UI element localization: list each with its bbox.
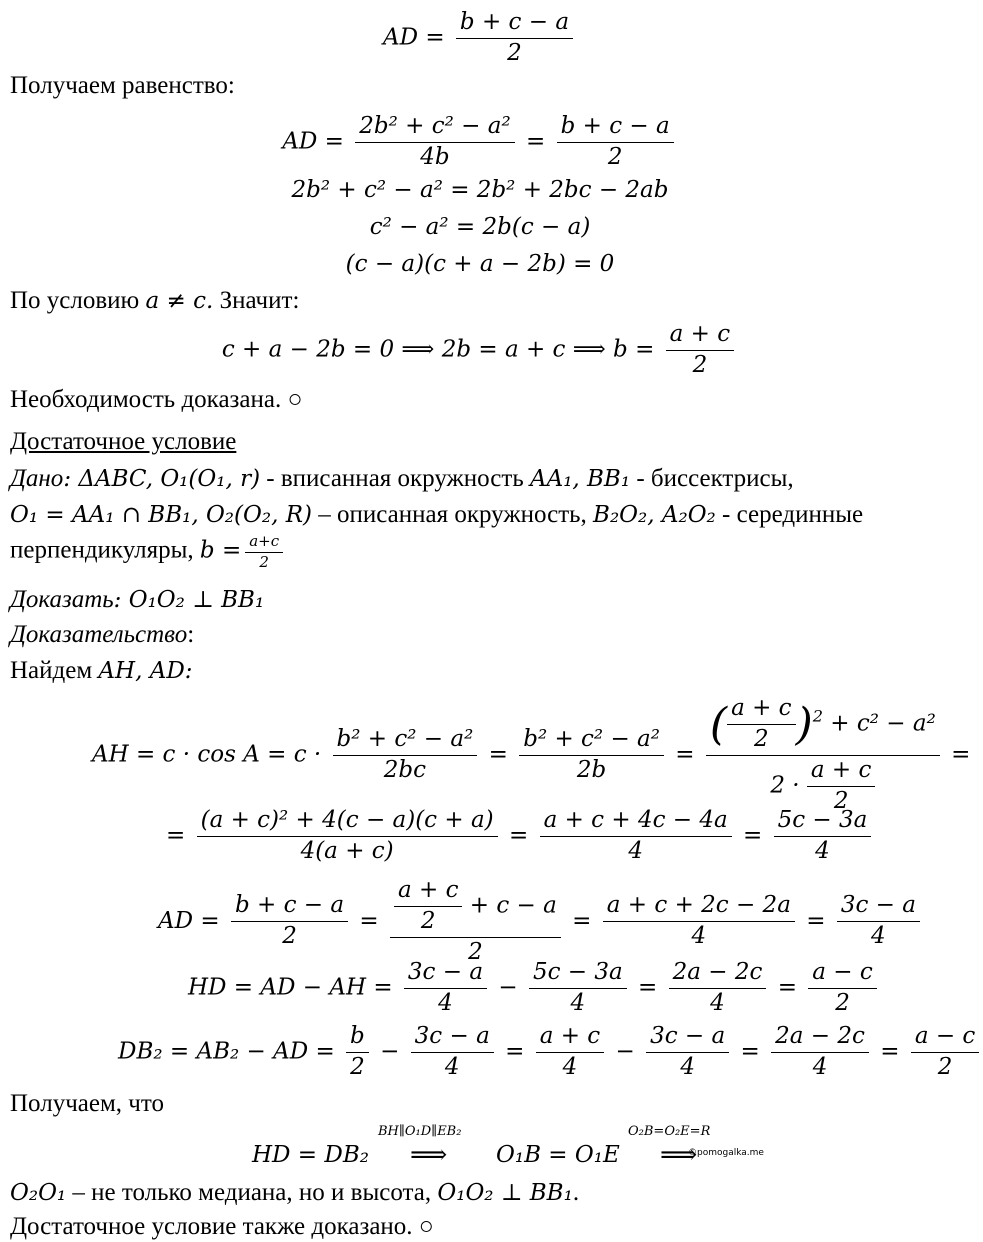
equation-ah-line-1: AH = c · cos A = c · $\frac{\text{b² + c² − a²}}{2bc}$ = $\frac{\text{b² + c² − a²}}{2b}$ = ( $\frac{a + c}{2}$ )$^2$ + c² − a² 2 · $\frac{a + c}{2}$ =: [92, 694, 970, 817]
fraction: $\frac{3c - a}{4}$: [646, 1022, 729, 1083]
fraction: $\frac{b + c - a}{2}$: [456, 8, 573, 69]
fraction: $\frac{3c - a}{4}$: [404, 958, 487, 1019]
equation-line-2: 2b² + c² − a² = 2b² + 2bc − 2ab: [291, 177, 669, 203]
fraction: $\frac{a + c + 2c - 2a}{4}$: [603, 891, 795, 952]
fraction: $\frac{b + c - a}{2}$: [231, 891, 348, 952]
paragraph-neobhodimost: Необходимость доказана. ○: [10, 386, 303, 413]
fraction: $\frac{3c - a}{4}$: [411, 1022, 494, 1083]
equation-ah-line-2: = $\frac{\text{(a + c)² + 4(c − a)(c + a)}}{4(a + c)}$ = $\frac{a + c + 4c - 4a}{4}$ = $\frac{5c - 3a}{4}$: [166, 806, 875, 867]
fraction: $\frac{b + c - a}{2}$: [557, 112, 674, 173]
fraction: $\frac{\text{b² + c² − a²}}{2bc}$: [333, 725, 478, 786]
implies-arrow-1: ⟹: [410, 1140, 448, 1170]
equation-final-part2: O₁B = O₁E: [496, 1142, 620, 1168]
equation-db2: DB₂ = AB₂ − AD = $\frac{b}{2}$ − $\frac{3c - a}{4}$ = $\frac{a + c}{4}$ − $\frac{3c - a}{4}$ = $\frac{2a - 2c}{4}$ = $\frac{a - c}{2}$: [118, 1022, 983, 1083]
equation-ad-fraction: AD = $\frac{\text{2b² + c² − a²}}{4b}$ = $\frac{b + c - a}{2}$: [0, 112, 960, 173]
fraction: $\frac{a + c}{4}$: [536, 1022, 605, 1083]
equation-ad: AD = $\frac{b + c - a}{2}$ = $\frac{a + c}{2}$ + c − a 2 = $\frac{a + c + 2c - 2a}{4}$ = $\frac{3c - a}{4}$: [158, 876, 924, 968]
equation-hd: HD = AD − AH = $\frac{3c - a}{4}$ − $\frac{5c - 3a}{4}$ = $\frac{2a - 2c}{4}$ = $\frac{a - c}{2}$: [188, 958, 881, 1019]
fraction: $\frac{2a - 2c}{4}$: [771, 1022, 869, 1083]
watermark: ©pomogalka.me: [688, 1148, 764, 1158]
paragraph-conclusion: O₂O₁ – не только медиана, но и высота, O₁O₂ ⊥ BB₁.: [10, 1179, 580, 1206]
fraction: $\frac{a - c}{2}$: [911, 1022, 980, 1083]
paragraph-dano-2: O₁ = AA₁ ∩ BB₁, O₂(O₂, R) – описанная окружность, B₂O₂, A₂O₂ - серединные: [10, 501, 864, 528]
eq-lhs: AD =: [382, 24, 445, 51]
arrow-label-2: O₂B=O₂E=R: [628, 1124, 711, 1139]
fraction: $\frac{b}{2}$: [346, 1022, 369, 1083]
fraction: $\frac{a - c}{2}$: [808, 958, 877, 1019]
fraction: $\frac{a + c}{2}$: [666, 320, 735, 381]
fraction: $\frac{a + c + 4c - 4a}{4}$: [540, 806, 732, 867]
equation-final-part1: HD = DB₂: [252, 1142, 369, 1168]
paragraph-dano-1: Дано: ΔABC, O₁(O₁, r) - вписанная окружность AA₁, BB₁ - биссектрисы,: [10, 465, 794, 492]
implies-arrow-2: ⟹: [660, 1140, 698, 1170]
fraction: $\frac{5c - 3a}{4}$: [529, 958, 627, 1019]
fraction: $\frac{3c - a}{4}$: [837, 891, 920, 952]
paragraph-dokazat: Доказать: O₁O₂ ⊥ BB₁: [10, 586, 265, 613]
equation-line-4: (c − a)(c + a − 2b) = 0: [345, 251, 615, 277]
paragraph-po-usloviyu: По условию a ≠ c. Значит:: [10, 287, 300, 314]
fraction-small: $\frac{a+c}{2}$: [245, 532, 283, 572]
fraction: $\frac{2a - 2c}{4}$: [669, 958, 767, 1019]
fraction-complex: $\frac{a + c}{2}$ + c − a 2: [390, 876, 561, 968]
fraction: $\frac{\text{2b² + c² − a²}}{4b}$: [355, 112, 514, 173]
paragraph-naidem: Найдем AH, AD:: [10, 657, 193, 684]
paragraph-dostatochnoe-end: Достаточное условие также доказано. ○: [10, 1213, 434, 1240]
heading-dostatochnoe: Достаточное условие: [10, 428, 237, 455]
fraction: $\frac{\text{b² + c² − a²}}{2b}$: [519, 725, 664, 786]
equation-line-3: c² − a² = 2b(c − a): [369, 214, 591, 240]
paragraph-dano-3: перпендикуляры, b = $\frac{a+c}{2}$: [10, 532, 960, 572]
paragraph-poluchaem: Получаем равенство:: [10, 72, 235, 99]
arrow-label-1: BH∥O₁D∥EB₂: [378, 1124, 462, 1139]
paragraph-poluchaem-chto: Получаем, что: [10, 1090, 164, 1117]
fraction: $\frac{\text{(a + c)² + 4(c − a)(c + a)}}{4(a + c)}$: [197, 806, 498, 867]
equation-b: c + a − 2b = 0 ⟹ 2b = a + c ⟹ b = $\frac{a + c}{2}$: [0, 320, 960, 381]
paragraph-dokazatelstvo: Доказательство:: [10, 621, 195, 648]
fraction: $\frac{5c - 3a}{4}$: [774, 806, 872, 867]
fraction-complex: ( $\frac{a + c}{2}$ )$^2$ + c² − a² 2 · $\frac{a + c}{2}$: [706, 694, 940, 817]
equation-ad-top: [0, 8, 960, 69]
